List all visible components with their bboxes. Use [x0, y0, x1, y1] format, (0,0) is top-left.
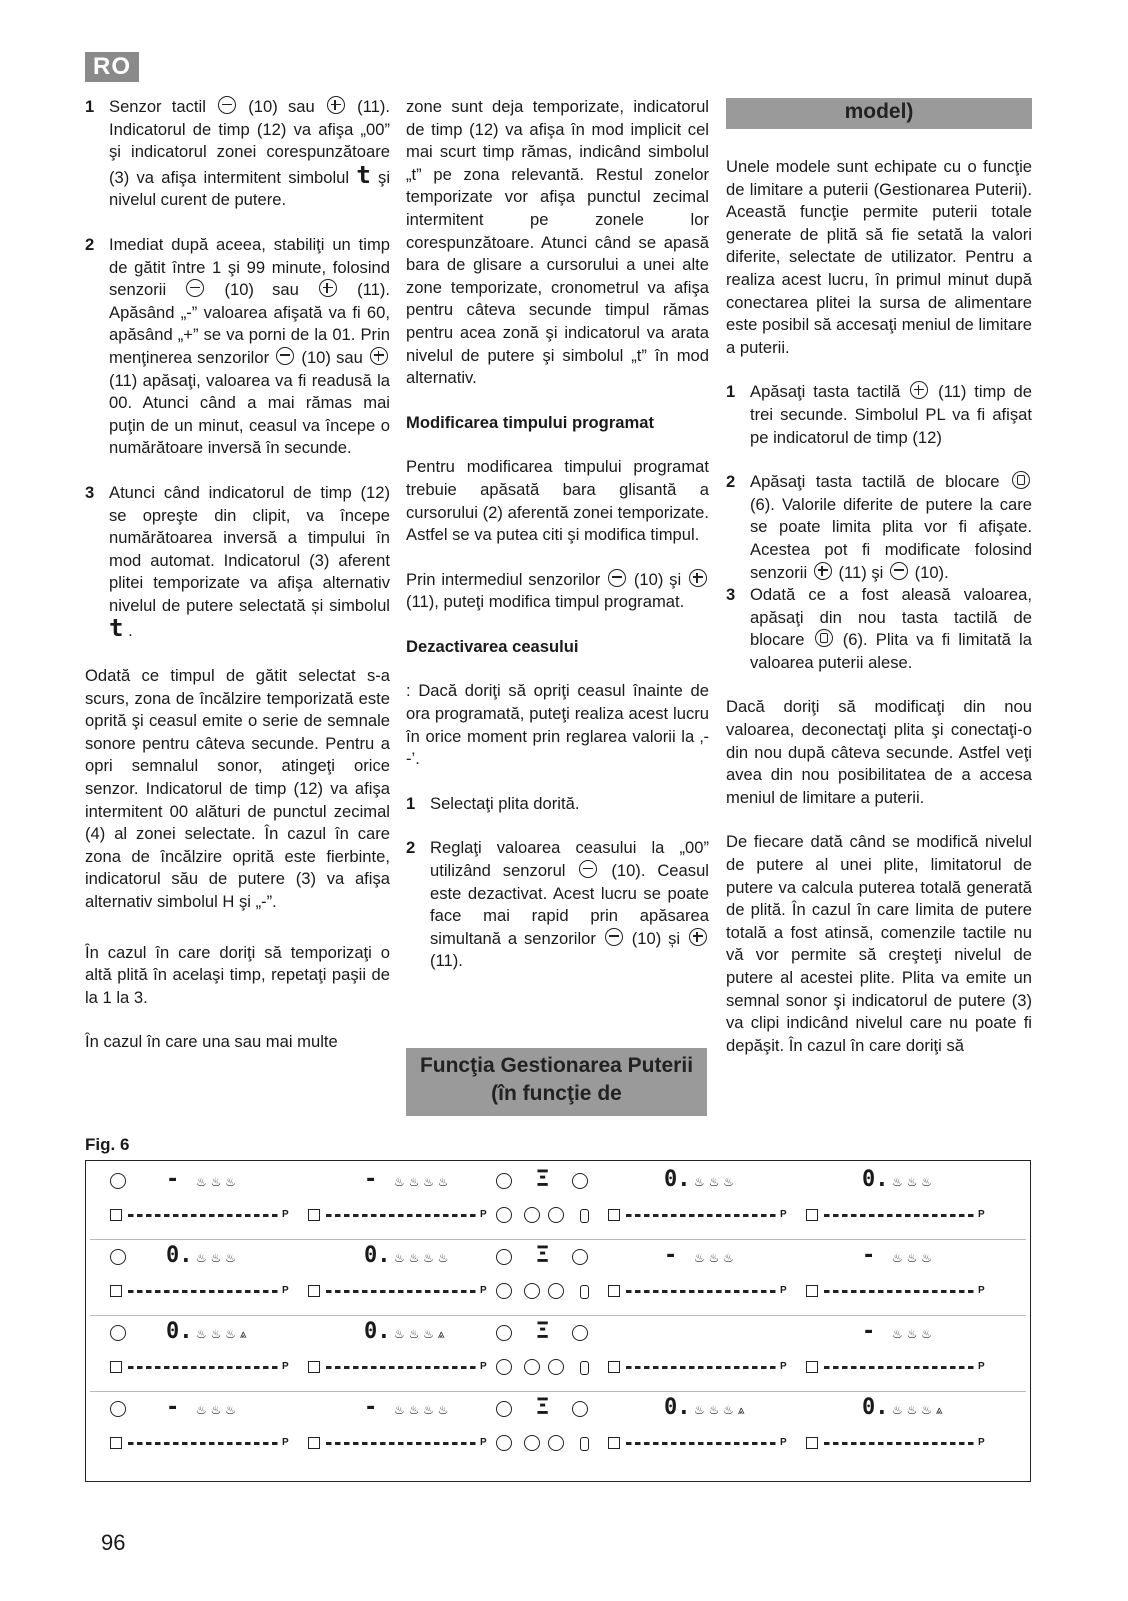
plus-sensor-icon	[319, 279, 337, 297]
paragraph: Odată ce timpul de gătit selectat s-a scurs, zona de încălzire temporizată este oprită şi ceasul emite o serie de semnale sonore pentru câteva secunde. Pentru a opri semnalul sonor, atingeţi orice senzor. Indicatorul de timp (12) va afişa intermitent 00 alături de punctul zecimal (4) al zonei selectate. În cazul în care zona de încălzire oprită este fierbinte, indicatorul său de putere (3) va afişa alternativ simbolul H şi „-”.	[85, 666, 390, 911]
plus-icon	[548, 1283, 564, 1299]
zone-square-icon	[608, 1285, 620, 1297]
slider-p-label: P	[978, 1285, 985, 1296]
function-symbols: ♨ ♨ ♨ ♨	[394, 1403, 449, 1417]
plus-sensor-icon	[910, 381, 928, 399]
plus-sensor-icon	[814, 562, 832, 580]
minus-icon	[524, 1435, 540, 1451]
slider-p-label: P	[780, 1285, 787, 1296]
lock-icon	[496, 1325, 512, 1341]
slider-p-label: P	[480, 1361, 487, 1372]
subheading: Dezactivarea ceasului	[406, 636, 579, 656]
slider-bar	[128, 1214, 278, 1217]
minus-sensor-icon	[890, 562, 908, 580]
power-icon	[110, 1249, 126, 1265]
slider-bar	[128, 1442, 278, 1445]
zone-square-icon	[110, 1361, 122, 1373]
paragraph: Dacă doriţi să modificaţi din nou valoarea, deconectaţi plita şi conectaţi-o din nou după câteva secunde. Astfel veţi avea din nou posibilitatea de a accesa meniul de limitare a puterii.	[726, 697, 1032, 807]
zone-square-icon	[806, 1209, 818, 1221]
plus-sensor-icon	[370, 347, 388, 365]
zone-square-icon	[608, 1437, 620, 1449]
pause-icon	[572, 1401, 588, 1417]
minus-icon	[524, 1283, 540, 1299]
step-1: 1 Senzor tactil (10) sau (11). Indicatorul de timp (12) va afişa „00” şi indicatorul zonei corespunzătoare (3) va afişa intermitent simbolul t şi nivelul curent de putere.	[85, 96, 390, 212]
pause-icon	[572, 1325, 588, 1341]
timer-icon	[496, 1283, 512, 1299]
control-panel-figure	[85, 1160, 1031, 1482]
zone-square-icon	[110, 1209, 122, 1221]
paragraph: În cazul în care doriţi să temporizaţi o altă plită în acelaşi timp, repetaţi paşii de la 1 la 3.	[85, 942, 390, 1007]
timer-display: Ξ	[536, 1243, 550, 1268]
slider-bar	[626, 1214, 776, 1217]
minus-icon	[524, 1359, 540, 1375]
step-3: 3 Odată ce a fost aleasă valoarea, apăsaţi din nou tasta tactilă de blocare (6). Plita va fi limitată la valoarea puterii alese.	[726, 585, 1032, 672]
function-symbols: ♨ ♨ ♨ ⩓	[694, 1403, 745, 1417]
slider-p-label: P	[480, 1437, 487, 1448]
paragraph: De fiecare dată când se modifică nivelul de putere al unei plite, limitatorul de putere va calcula puterea totală generată de plită. În cazul în care limita de putere totală a fost atinsă, comenzile tactile nu vă vor permite să creşteţi nivelul de putere al acestei plite. Plita va emite un semnal sonor şi indicatorul de putere (3) va clipi indicând nivelul care nu poate fi depăşit. În cazul în care doriţi să	[726, 832, 1032, 1055]
function-symbols: ♨ ♨ ♨	[892, 1327, 932, 1341]
zone-square-icon	[608, 1209, 620, 1221]
zone-square-icon	[806, 1437, 818, 1449]
slider-p-label: P	[780, 1437, 787, 1448]
paragraph: Pentru modificarea timpului programat trebuie apăsată bara glisantă a cursorului (2) aferentă zonei temporizate. Astfel se va putea citi şi modifica timpul.	[406, 457, 709, 545]
timer-icon	[496, 1435, 512, 1451]
zone-display: -	[166, 1395, 180, 1420]
minus-sensor-icon	[579, 860, 597, 878]
slider-bar	[326, 1290, 476, 1293]
slider-bar	[626, 1442, 776, 1445]
slider-bar	[626, 1290, 776, 1293]
zone-display: 0.	[862, 1395, 889, 1420]
power-icon	[110, 1325, 126, 1341]
zone-display: 0.	[166, 1319, 193, 1344]
minus-sensor-icon	[218, 96, 236, 114]
timer-icon	[496, 1207, 512, 1223]
minus-sensor-icon	[608, 569, 626, 587]
indicator-icon	[580, 1361, 589, 1375]
minus-sensor-icon	[186, 279, 204, 297]
step-3: 3 Atunci când indicatorul de timp (12) se opreşte din clipit, va începe numărătoarea inversă a timpului în mod automat. Indicatorul (3) aferent plitei temporizate va afişa alternativ nivelul de putere selectată și simbolul t .	[85, 482, 390, 643]
row-divider	[90, 1315, 1026, 1316]
step-2: 2 Imediat după aceea, stabiliţi un timp de gătit între 1 şi 99 minute, folosind senzorii (10) sau (11). Apăsând „-” valoarea afişată va fi 60, apăsând „+” se va porni de la 01. Prin menţinerea senzorilor (10) sau (11) apăsaţi, valoarea va fi readusă la 00. Atunci când a mai rămas mai puţin de un minut, ceasul va începe o numărătoare inversă în secunde.	[85, 234, 390, 458]
paragraph: zone sunt deja temporizate, indicatorul de timp (12) va afişa în mod implicit cel mai scurt timp rămas, indicând simbolul „t” pe zona relevantă. Restul zonelor temporizate vor afişa punctul zecimal intermitent pe zonele lor corespunzătoare. Atunci când se apasă bara de glisare a cursorului a unei alte zone temporizate, cronometrul va afişa pentru câteva secunde timpul rămas pentru acea zonă şi indicatorul va arata nivelul de putere şi simbolul „t” în mod alternativ.	[406, 97, 709, 388]
step-1: 1 Apăsaţi tasta tactilă (11) timp de trei secunde. Simbolul PL va fi afişat pe indicatorul de timp (12)	[726, 382, 1032, 447]
zone-display: -	[364, 1167, 378, 1192]
paragraph: Unele modele sunt echipate cu o funcţie de limitare a puterii (Gestionarea Puterii). Această funcţie permite puterii totale generate de plită să fie setată la valori diferite, selectate de utilizator. Pentru a realiza acest lucru, în primul minut după conectarea plitei la sursa de alimentare este posibil să accesaţi meniul de limitare a puterii.	[726, 157, 1032, 357]
timer-t-icon: t	[109, 614, 124, 643]
lock-sensor-icon	[1012, 471, 1030, 489]
slider-p-label: P	[480, 1209, 487, 1220]
zone-display: -	[664, 1243, 678, 1268]
zone-display: 0.	[364, 1243, 391, 1268]
pause-icon	[572, 1173, 588, 1189]
step-number: 1	[85, 97, 95, 116]
zone-square-icon	[308, 1285, 320, 1297]
zone-display: -	[862, 1319, 876, 1344]
lock-sensor-icon	[815, 629, 833, 647]
function-symbols: ♨ ♨ ♨ ♨	[394, 1175, 449, 1189]
row-divider	[90, 1239, 1026, 1240]
minus-icon	[524, 1207, 540, 1223]
language-tag: RO	[85, 52, 139, 82]
lock-icon	[496, 1173, 512, 1189]
step-1: 1 Selectaţi plita dorită.	[406, 793, 580, 813]
timer-icon	[496, 1359, 512, 1375]
slider-bar	[626, 1366, 776, 1369]
slider-bar	[824, 1366, 974, 1369]
indicator-icon	[580, 1285, 589, 1299]
plus-sensor-icon	[689, 928, 707, 946]
timer-display: Ξ	[536, 1167, 550, 1192]
zone-display: 0.	[862, 1167, 889, 1192]
column-3	[726, 156, 1032, 1079]
zone-square-icon	[308, 1361, 320, 1373]
step-2: 2 Apăsaţi tasta tactilă de blocare (6). Valorile diferite de putere la care se poate limita plita vor fi afişate. Acestea pot fi modificate folosind senzorii (11) şi (10).	[726, 472, 1032, 582]
power-icon	[110, 1173, 126, 1189]
slider-bar	[824, 1214, 974, 1217]
lock-icon	[496, 1401, 512, 1417]
zone-display: 0.	[364, 1319, 391, 1344]
zone-display: -	[862, 1243, 876, 1268]
slider-p-label: P	[480, 1285, 487, 1296]
function-symbols: ♨ ♨ ♨	[196, 1175, 236, 1189]
timer-display: Ξ	[536, 1319, 550, 1344]
minus-sensor-icon	[605, 928, 623, 946]
zone-display: -	[364, 1395, 378, 1420]
slider-p-label: P	[282, 1285, 289, 1296]
slider-p-label: P	[978, 1437, 985, 1448]
zone-square-icon	[308, 1437, 320, 1449]
slider-p-label: P	[282, 1437, 289, 1448]
slider-bar	[824, 1442, 974, 1445]
slider-bar	[326, 1366, 476, 1369]
zone-display: 0.	[166, 1243, 193, 1268]
function-symbols: ♨ ♨ ♨ ♨	[394, 1251, 449, 1265]
zone-square-icon	[110, 1437, 122, 1449]
zone-square-icon	[308, 1209, 320, 1221]
slider-bar	[824, 1290, 974, 1293]
slider-p-label: P	[780, 1361, 787, 1372]
function-symbols: ♨ ♨ ♨	[196, 1251, 236, 1265]
lock-icon	[496, 1249, 512, 1265]
function-symbols: ♨ ♨ ♨	[892, 1251, 932, 1265]
slider-p-label: P	[282, 1209, 289, 1220]
plus-icon	[548, 1207, 564, 1223]
zone-square-icon	[110, 1285, 122, 1297]
minus-sensor-icon	[276, 347, 294, 365]
function-symbols: ♨ ♨ ♨ ⩓	[892, 1403, 943, 1417]
zone-square-icon	[806, 1361, 818, 1373]
section-heading-end: model)	[726, 98, 1032, 129]
row-divider	[90, 1391, 1026, 1392]
timer-display: Ξ	[536, 1395, 550, 1420]
slider-p-label: P	[978, 1209, 985, 1220]
slider-bar	[128, 1366, 278, 1369]
paragraph: : Dacă doriţi să opriţi ceasul înainte de ora programată, puteţi realiza acest lucru în orice moment prin reglarea valorii la ‚--’.	[406, 681, 709, 769]
zone-square-icon	[608, 1361, 620, 1373]
slider-p-label: P	[282, 1361, 289, 1372]
slider-p-label: P	[978, 1361, 985, 1372]
zone-display: 0.	[664, 1167, 691, 1192]
zone-display: 0.	[664, 1395, 691, 1420]
subheading: Modificarea timpului programat	[406, 412, 655, 432]
plus-sensor-icon	[689, 569, 707, 587]
function-symbols: ♨ ♨ ♨ ⩓	[394, 1327, 445, 1341]
function-symbols: ♨ ♨ ♨	[694, 1175, 734, 1189]
zone-square-icon	[806, 1285, 818, 1297]
function-symbols: ♨ ♨ ♨	[892, 1175, 932, 1189]
slider-bar	[326, 1442, 476, 1445]
column-1	[85, 96, 390, 1076]
timer-t-icon: t	[356, 160, 371, 189]
plus-icon	[548, 1435, 564, 1451]
function-symbols: ♨ ♨ ♨	[196, 1403, 236, 1417]
pause-icon	[572, 1249, 588, 1265]
plus-icon	[548, 1359, 564, 1375]
plus-sensor-icon	[327, 96, 345, 114]
slider-bar	[326, 1214, 476, 1217]
step-2: 2 Reglaţi valoarea ceasului la „00” utilizând senzorul (10). Ceasul este dezactivat. Acest lucru se poate face mai rapid prin apăsarea simultană a senzorilor (10) și (11).	[406, 838, 709, 971]
indicator-icon	[580, 1437, 589, 1451]
paragraph: Prin intermediul senzorilor (10) şi (11), puteţi modifica timpul programat.	[406, 569, 709, 614]
zone-display: -	[166, 1167, 180, 1192]
paragraph: În cazul în care una sau mai multe	[85, 1032, 338, 1052]
function-symbols: ♨ ♨ ♨	[694, 1251, 734, 1265]
function-symbols: ♨ ♨ ♨ ⩓	[196, 1327, 247, 1341]
column-2	[406, 96, 709, 995]
power-icon	[110, 1401, 126, 1417]
slider-bar	[128, 1290, 278, 1293]
indicator-icon	[580, 1209, 589, 1223]
section-heading: Funcţia Gestionarea Puterii (în funcţie de	[406, 1048, 707, 1116]
slider-p-label: P	[780, 1209, 787, 1220]
figure-label: Fig. 6	[85, 1135, 130, 1154]
page-number: 96	[101, 1530, 126, 1555]
